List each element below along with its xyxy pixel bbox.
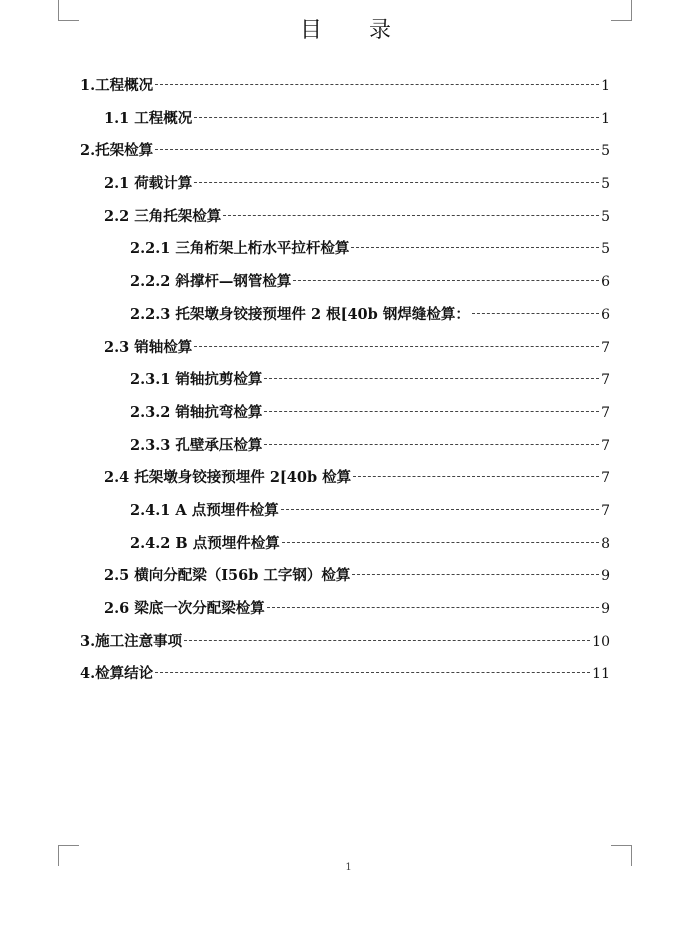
toc-entry-title: 2.1 荷载计算 [104,175,193,193]
toc-entry-title: 4.检算结论 [80,665,154,683]
toc-entry[interactable] [80,299,610,332]
table-of-contents [80,70,610,691]
toc-entry[interactable] [80,658,610,691]
toc-entry-page: 6 [601,306,610,323]
toc-entry-page: 11 [592,666,610,683]
toc-entry-title: 2.托架检算 [80,142,154,160]
toc-entry[interactable] [80,103,610,136]
toc-entry[interactable] [80,168,610,201]
toc-entry-title: 2.4.2 B 点预埋件检算 [130,534,280,552]
toc-entry[interactable] [80,462,610,495]
toc-entry-page: 7 [601,502,610,519]
toc-entry-page: 9 [601,601,610,617]
toc-title: 目 录 [300,18,411,43]
page-number: 1 [345,862,352,873]
toc-entry[interactable] [80,495,610,528]
toc-entry-page: 1 [601,110,610,127]
toc-leader-dots [155,84,599,85]
toc-leader-dots [281,509,599,510]
toc-entry[interactable] [80,626,610,659]
toc-entry-page: 7 [601,470,610,487]
toc-leader-dots [264,444,599,445]
toc-leader-dots [155,149,599,150]
toc-leader-dots [351,247,599,248]
toc-leader-dots [184,640,590,641]
toc-entry-page: 7 [601,372,610,389]
toc-entry-title: 2.3.1 销轴抗剪检算 [130,371,263,389]
toc-leader-dots [194,117,599,118]
toc-entry-page: 5 [601,241,610,258]
toc-entry-title: 2.4 托架墩身铰接预埋件 2[40b 检算 [104,469,352,487]
toc-entry[interactable] [80,560,610,593]
toc-entry[interactable] [80,397,610,430]
toc-entry-title: 2.3 销轴检算 [104,338,193,356]
toc-leader-dots [194,346,599,347]
toc-entry-title: 2.6 梁底一次分配梁检算 [104,600,265,617]
toc-entry-title: 2.2.3 托架墩身铰接预埋件 2 根[40b 钢焊缝检算： [130,305,470,323]
toc-entry[interactable] [80,135,610,168]
toc-entry-title: 2.2.2 斜撑杆—钢管检算 [130,273,292,291]
toc-entry-title: 2.2.1 三角桁架上桁水平拉杆检算 [130,240,350,258]
toc-entry-page: 5 [601,176,610,193]
toc-entry-page: 5 [601,208,610,225]
toc-entry-title: 2.2 三角托架检算 [104,207,222,225]
toc-entry-title: 2.3.3 孔壁承压检算 [130,436,263,454]
toc-entry[interactable] [80,364,610,397]
toc-leader-dots [155,672,590,673]
toc-entry-page: 9 [601,568,610,585]
toc-entry[interactable] [80,593,610,626]
toc-entry[interactable] [80,528,610,561]
toc-entry[interactable] [80,430,610,463]
toc-entry-title: 2.5 横向分配梁（I56b 工字钢）检算 [104,567,351,585]
toc-leader-dots [267,607,599,608]
toc-entry-page: 7 [601,437,610,454]
toc-leader-dots [293,280,599,281]
toc-entry-title: 2.4.1 A 点预埋件检算 [130,501,279,519]
toc-entry[interactable] [80,70,610,103]
toc-entry-title: 1.1 工程概况 [104,109,193,127]
toc-entry-title: 2.3.2 销轴抗弯检算 [130,403,263,421]
toc-entry-page: 5 [601,143,610,160]
toc-entry-page: 10 [592,633,610,650]
toc-entry-title: 3.施工注意事项 [80,632,183,650]
toc-leader-dots [352,574,599,575]
toc-entry-title: 1.工程概况 [80,77,154,94]
toc-leader-dots [264,411,599,412]
toc-entry[interactable] [80,201,610,234]
toc-leader-dots [223,215,599,216]
toc-entry-page: 6 [601,274,610,291]
toc-entry-page: 7 [601,339,610,356]
toc-leader-dots [264,378,599,379]
toc-leader-dots [472,313,599,314]
toc-leader-dots [353,476,599,477]
toc-entry[interactable] [80,332,610,365]
toc-leader-dots [194,182,599,183]
toc-entry[interactable] [80,266,610,299]
toc-entry-page: 1 [601,78,610,94]
toc-entry-page: 7 [601,404,610,421]
toc-leader-dots [282,542,599,543]
toc-entry-page: 8 [601,535,610,552]
toc-entry[interactable] [80,233,610,266]
